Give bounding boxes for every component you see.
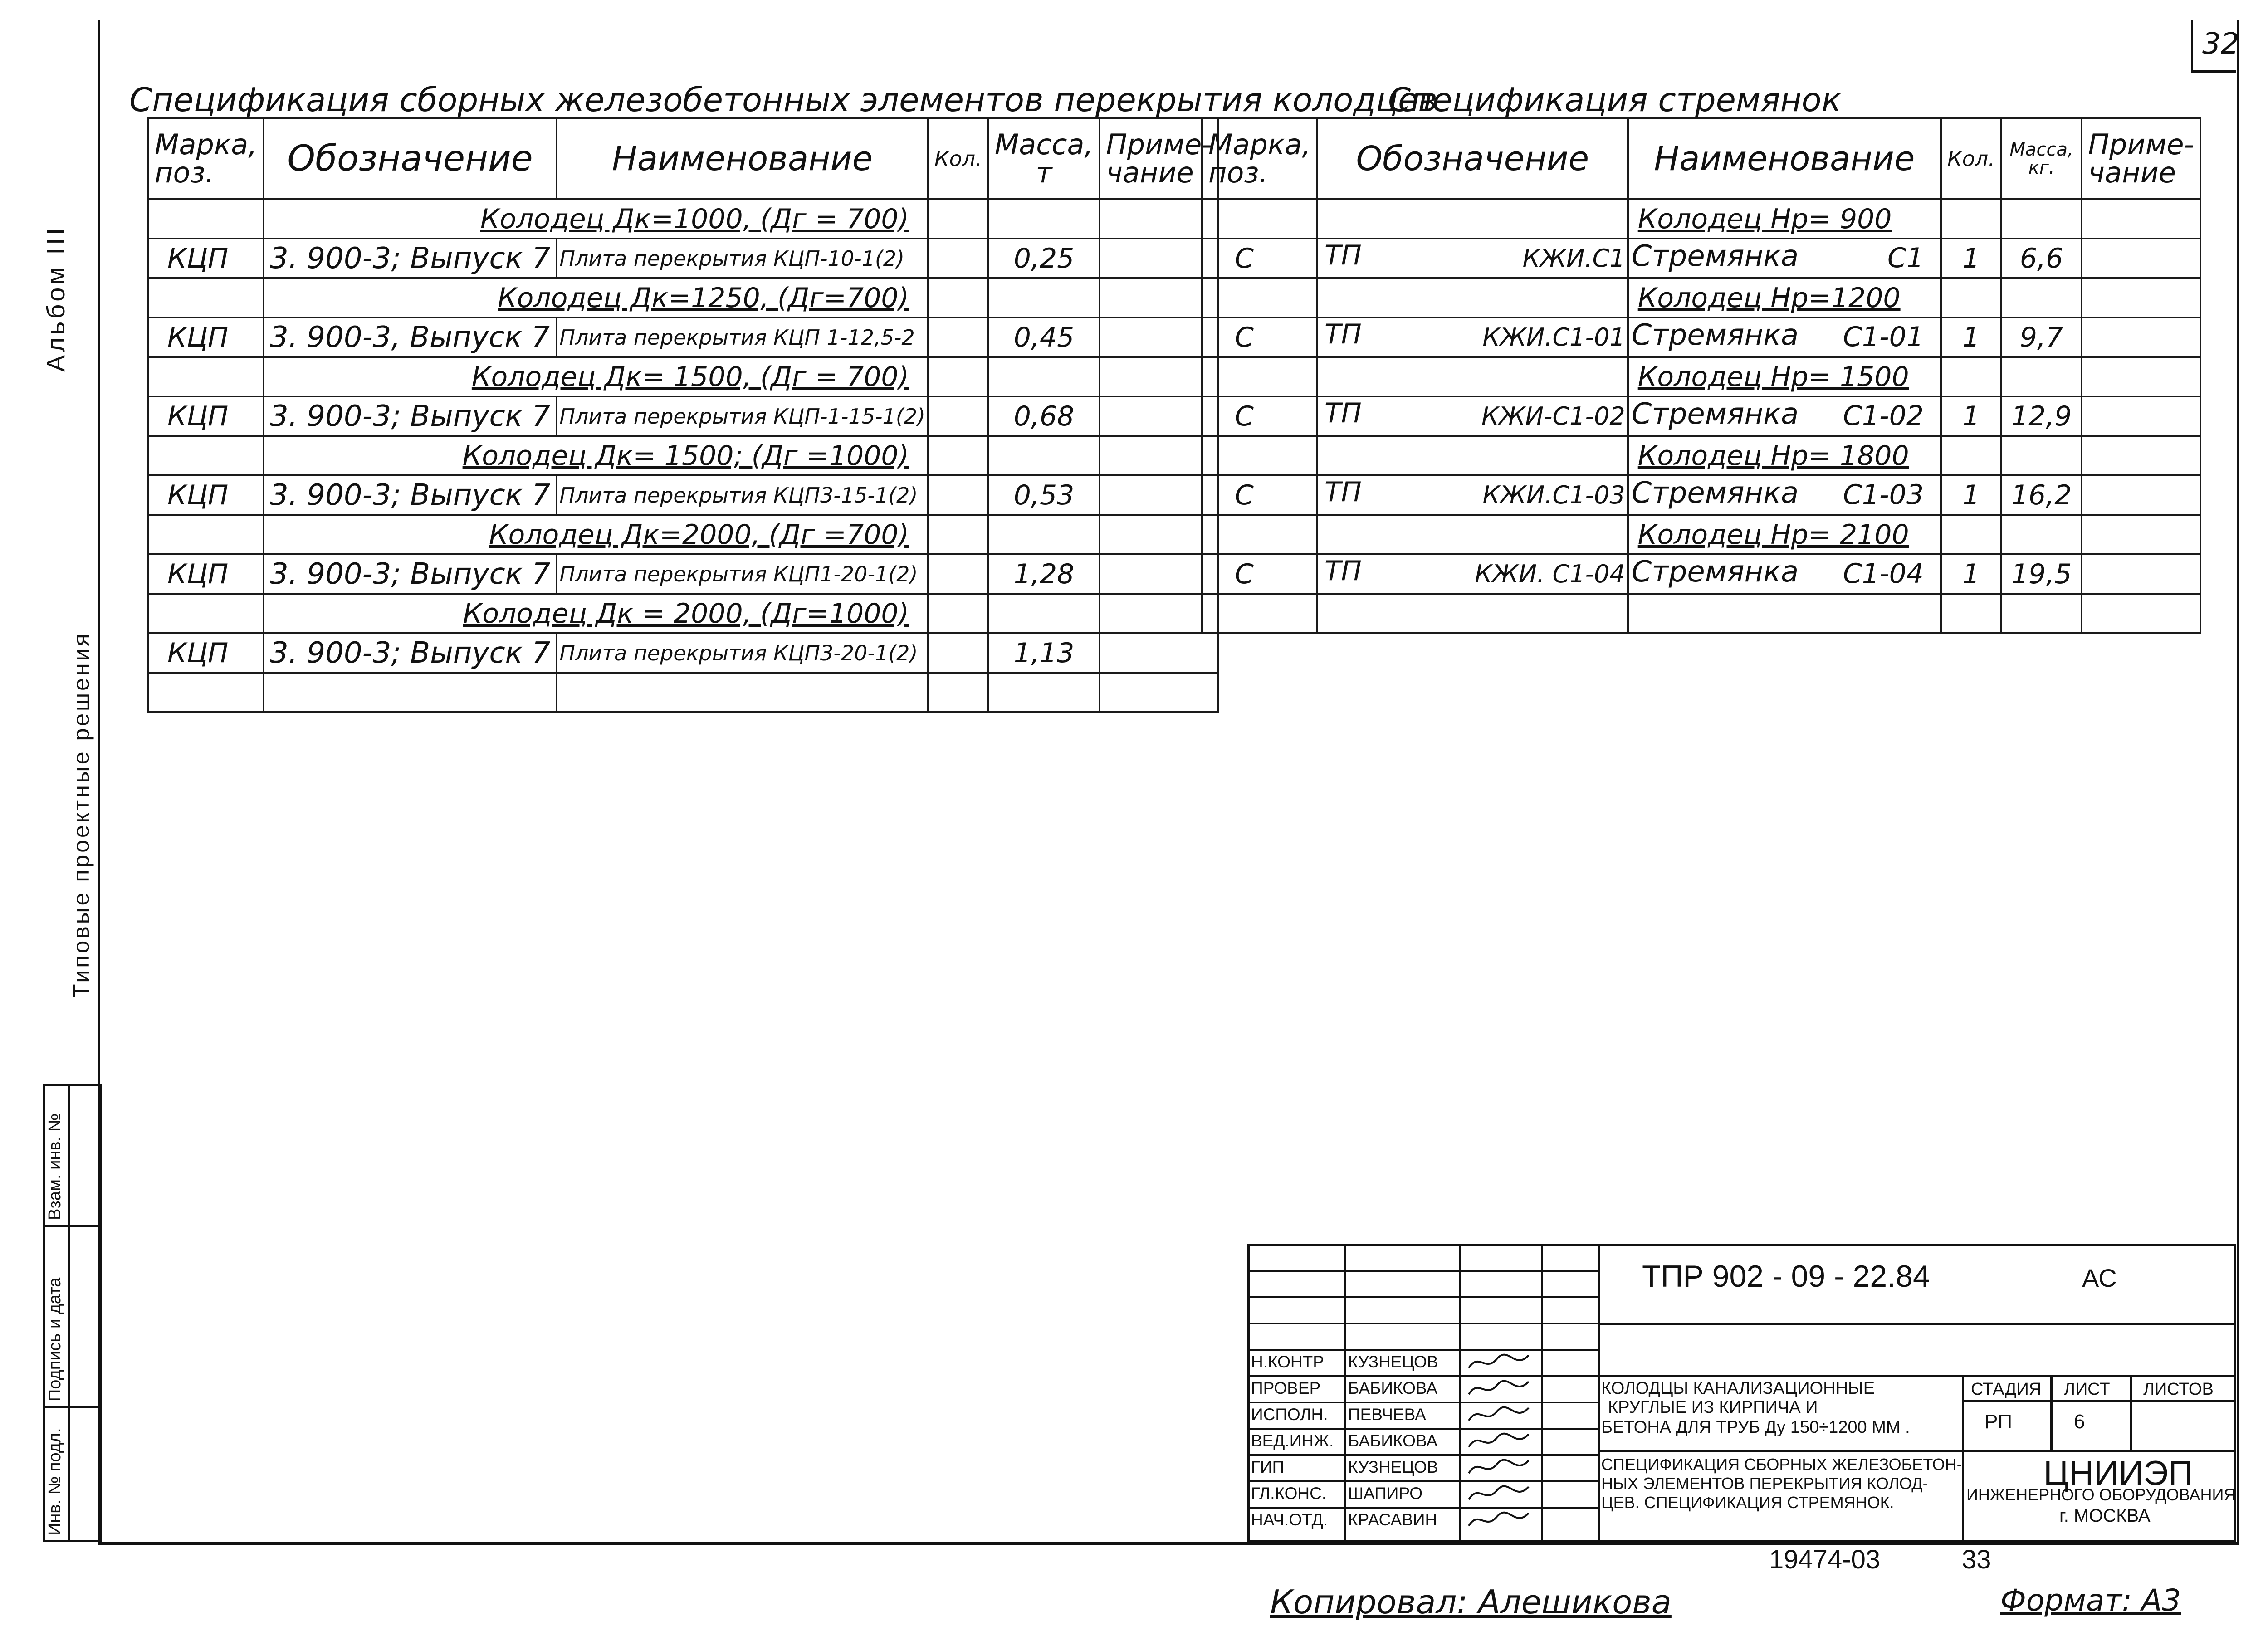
table-header-row <box>148 118 1218 199</box>
mark-cell: КЦП <box>148 396 264 436</box>
signature-scribble <box>1465 1508 1533 1534</box>
cell <box>1100 594 1218 633</box>
tb-person: БАБИКОВА <box>1348 1431 1438 1450</box>
tb-line <box>1598 1244 1600 1542</box>
tb-line <box>1247 1323 1599 1324</box>
object-line-2: КРУГЛЫЕ ИЗ КИРПИЧА И <box>1608 1398 1818 1417</box>
section-spacer <box>148 199 264 239</box>
sign-date-label: Подпись и дата <box>45 1277 64 1402</box>
tb-person: ПЕВЧЕВА <box>1348 1405 1426 1424</box>
cell <box>1202 436 1317 475</box>
signature-icon <box>1465 1508 1533 1532</box>
tb-line <box>2130 1375 2132 1450</box>
tb-line <box>1247 1507 1599 1509</box>
table-row <box>1202 317 2200 357</box>
left-spec-table <box>147 117 1219 713</box>
header-mark: Марка, поз. <box>148 118 264 199</box>
header-qty: Кол. <box>1941 118 2001 199</box>
note-cell <box>1100 317 1218 357</box>
designation-prefix: ТП <box>1325 318 1362 350</box>
cell <box>988 357 1100 396</box>
org-subtitle: ИНЖЕНЕРНОГО ОБОРУДОВАНИЯ <box>1966 1485 2236 1504</box>
qty-cell <box>928 673 988 712</box>
table-row <box>148 554 1218 594</box>
archive-number: 19474-03 <box>1769 1545 1881 1574</box>
qty-cell: 1 <box>1941 239 2001 278</box>
item-code: С1 <box>1887 242 1924 274</box>
tb-line <box>1247 1375 1599 1377</box>
mass-cell <box>988 673 1100 712</box>
name-cell <box>557 673 928 712</box>
right-table-title: Спецификация стремянок <box>1388 81 1842 119</box>
mark-cell: КЦП <box>148 317 264 357</box>
name-cell: Плита перекрытия КЦП-10-1(2) <box>557 239 928 278</box>
cell <box>1100 357 1218 396</box>
table-row <box>148 475 1218 515</box>
designation-prefix: ТП <box>1325 397 1362 429</box>
project-suffix: АС <box>2082 1264 2117 1292</box>
section-title: Колодец Нр= 2100 <box>1628 515 1941 554</box>
cell <box>2001 357 2082 396</box>
header-note: Приме- чание <box>2082 118 2200 199</box>
signature-icon <box>1465 1376 1533 1401</box>
item-code: С1-03 <box>1843 479 1924 511</box>
signature-icon <box>1465 1429 1533 1453</box>
cell <box>1941 515 2001 554</box>
name-cell <box>1628 554 1941 594</box>
cell <box>1317 199 1628 239</box>
signature-icon <box>1465 1350 1533 1374</box>
tb-person: КРАСАВИН <box>1348 1510 1437 1529</box>
cell <box>2001 436 2082 475</box>
header-note: Приме- чание <box>1100 118 1218 199</box>
note-cell <box>1100 554 1218 594</box>
cell <box>2001 199 2082 239</box>
signature-icon <box>1465 1402 1533 1427</box>
cell <box>1941 278 2001 317</box>
series-label: Типовые проектные решения <box>68 631 94 998</box>
copied-by: Копировал: Алешикова <box>1270 1583 1672 1621</box>
table-row <box>148 633 1218 673</box>
tb-role: ВЕД.ИНЖ. <box>1251 1431 1334 1450</box>
cell <box>928 278 988 317</box>
tb-person: ШАПИРО <box>1348 1484 1423 1503</box>
cell <box>1202 515 1317 554</box>
tb-line <box>1598 1375 2236 1377</box>
cell <box>988 278 1100 317</box>
mass-cell: 9,7 <box>2001 317 2082 357</box>
name-cell: Плита перекрытия КЦП1-20-1(2) <box>557 554 928 594</box>
designation-cell: 3. 900-3, Выпуск 7 <box>264 317 557 357</box>
sheets-label: ЛИСТОВ <box>2143 1380 2214 1399</box>
mass-cell: 0,45 <box>988 317 1100 357</box>
cell <box>928 436 988 475</box>
mark-cell <box>148 673 264 712</box>
section-title: Колодец Дк= 1500; (Дг =1000) <box>264 436 928 475</box>
signature-scribble <box>1465 1429 1533 1455</box>
object-line-1: КОЛОДЦЫ КАНАЛИЗАЦИОННЫЕ <box>1601 1379 1875 1398</box>
item-name: Стремянка <box>1631 397 1799 431</box>
sheet-label: ЛИСТ <box>2064 1380 2110 1399</box>
tb-role: НАЧ.ОТД. <box>1251 1510 1328 1529</box>
section-spacer <box>148 357 264 396</box>
note-cell <box>2082 239 2200 278</box>
inv-vzam-label: Взам. инв. № <box>45 1113 64 1220</box>
signature-icon <box>1465 1455 1533 1480</box>
mass-cell: 1,13 <box>988 633 1100 673</box>
cell <box>1100 515 1218 554</box>
signature-scribble <box>1465 1402 1533 1429</box>
designation-cell <box>1317 317 1628 357</box>
section-row <box>148 594 1218 633</box>
note-cell <box>1100 475 1218 515</box>
name-cell: Плита перекрытия КЦП-1-15-1(2) <box>557 396 928 436</box>
designation-cell: 3. 900-3; Выпуск 7 <box>264 396 557 436</box>
cell <box>2001 515 2082 554</box>
cell <box>2082 515 2200 554</box>
section-title: Колодец Дк=1250, (Дг=700) <box>264 278 928 317</box>
section-title: Колодец Дк=2000, (Дг =700) <box>264 515 928 554</box>
section-spacer <box>148 515 264 554</box>
note-cell <box>2082 554 2200 594</box>
designation-code: КЖИ.С1-03 <box>1482 481 1625 509</box>
designation-cell <box>1317 239 1628 278</box>
section-row <box>1202 357 2200 396</box>
header-mass: Масса, т <box>988 118 1100 199</box>
cell <box>1100 278 1218 317</box>
item-name: Стремянка <box>1631 476 1799 510</box>
album-label: Альбом III <box>41 225 70 372</box>
mass-cell <box>2001 594 2082 633</box>
section-title: Колодец Нр= 1500 <box>1628 357 1941 396</box>
mass-cell: 19,5 <box>2001 554 2082 594</box>
cell <box>1202 357 1317 396</box>
tb-person: КУЗНЕЦОВ <box>1348 1353 1438 1371</box>
cell <box>1202 278 1317 317</box>
left-table-title: Спецификация сборных железобетонных элементов перекрытия колодцев <box>129 81 1437 119</box>
note-cell <box>1100 633 1218 673</box>
cell <box>2082 199 2200 239</box>
cell <box>2082 357 2200 396</box>
cell <box>1100 436 1218 475</box>
item-name: Стремянка <box>1631 318 1799 352</box>
table-row <box>148 239 1218 278</box>
cell <box>2001 278 2082 317</box>
item-code: С1-04 <box>1843 558 1924 590</box>
section-title: Колодец Нр= 900 <box>1628 199 1941 239</box>
designation-prefix: ТП <box>1325 239 1362 271</box>
name-cell <box>1628 475 1941 515</box>
tb-role: Н.КОНТР <box>1251 1353 1324 1371</box>
mass-cell: 0,53 <box>988 475 1100 515</box>
qty-cell <box>928 475 988 515</box>
sheet-number: 32 <box>2202 27 2239 61</box>
cell <box>1317 515 1628 554</box>
mass-cell: 0,68 <box>988 396 1100 436</box>
tb-role: ГЛ.КОНС. <box>1251 1484 1327 1503</box>
object-line-3: БЕТОНА ДЛЯ ТРУБ Ду 150÷1200 ММ . <box>1601 1418 1910 1437</box>
designation-cell: 3. 900-3; Выпуск 7 <box>264 475 557 515</box>
name-cell: Плита перекрытия КЦП 1-12,5-2 <box>557 317 928 357</box>
name-cell: Плита перекрытия КЦП3-20-1(2) <box>557 633 928 673</box>
sheet-title-1: СПЕЦИФИКАЦИЯ СБОРНЫХ ЖЕЛЕЗОБЕТОН- <box>1601 1455 1962 1474</box>
tb-line <box>1598 1323 2236 1325</box>
cell <box>1941 199 2001 239</box>
section-row <box>1202 515 2200 554</box>
section-title: Колодец Дк=1000, (Дг = 700) <box>264 199 928 239</box>
designation-code: КЖИ-С1-02 <box>1481 402 1625 430</box>
header-name: Наименование <box>1628 118 1941 199</box>
table-row <box>1202 554 2200 594</box>
qty-cell: 1 <box>1941 396 2001 436</box>
cell <box>928 199 988 239</box>
header-designation: Обозначение <box>1317 118 1628 199</box>
section-row <box>148 278 1218 317</box>
cell <box>1317 436 1628 475</box>
designation-cell <box>1317 594 1628 633</box>
signature-scribble <box>1465 1376 1533 1402</box>
designation-cell <box>1317 396 1628 436</box>
cell <box>1202 199 1317 239</box>
sheet-value: 6 <box>2074 1411 2085 1433</box>
right-spec-table <box>1201 117 2201 634</box>
tb-line <box>1459 1244 1461 1542</box>
cell <box>1941 357 2001 396</box>
table-row <box>1202 239 2200 278</box>
sheet-title-3: ЦЕВ. СПЕЦИФИКАЦИЯ СТРЕМЯНОК. <box>1601 1493 1894 1512</box>
cell <box>928 357 988 396</box>
tb-person: БАБИКОВА <box>1348 1379 1438 1397</box>
cell <box>928 515 988 554</box>
stage-label: СТАДИЯ <box>1971 1380 2042 1399</box>
item-name: Стремянка <box>1631 555 1799 589</box>
mark-cell: С <box>1202 554 1317 594</box>
note-cell <box>2082 396 2200 436</box>
table-row <box>1202 594 2200 633</box>
designation-cell <box>264 673 557 712</box>
section-row <box>1202 199 2200 239</box>
qty-cell: 1 <box>1941 317 2001 357</box>
archive-page: 33 <box>1962 1545 1991 1574</box>
tb-role: ИСПОЛН. <box>1251 1405 1328 1424</box>
tb-role: ПРОВЕР <box>1251 1379 1321 1397</box>
designation-cell: 3. 900-3; Выпуск 7 <box>264 239 557 278</box>
tb-line <box>1962 1400 2236 1402</box>
signature-icon <box>1465 1481 1533 1506</box>
cell <box>1317 278 1628 317</box>
inv-podl-label: Инв. № подл. <box>45 1428 64 1535</box>
cell <box>928 594 988 633</box>
designation-cell: 3. 900-3; Выпуск 7 <box>264 554 557 594</box>
qty-cell <box>928 239 988 278</box>
name-cell <box>1628 396 1941 436</box>
mark-cell: С <box>1202 317 1317 357</box>
format-label: Формат: А3 <box>2000 1583 2181 1618</box>
section-spacer <box>148 278 264 317</box>
qty-cell <box>928 633 988 673</box>
designation-cell <box>1317 475 1628 515</box>
tb-line <box>1247 1428 1599 1430</box>
qty-cell: 1 <box>1941 554 2001 594</box>
section-spacer <box>148 594 264 633</box>
table-row <box>148 317 1218 357</box>
designation-code: КЖИ.С1-01 <box>1482 323 1625 352</box>
header-mark: Марка, поз. <box>1202 118 1317 199</box>
header-name: Наименование <box>557 118 928 199</box>
cell <box>2082 436 2200 475</box>
org-city: г. МОСКВА <box>2059 1506 2151 1526</box>
name-cell: Плита перекрытия КЦП3-15-1(2) <box>557 475 928 515</box>
signature-scribble <box>1465 1350 1533 1376</box>
cell <box>1100 199 1218 239</box>
section-row <box>148 515 1218 554</box>
tb-line <box>1247 1454 1599 1456</box>
tb-line <box>1247 1296 1599 1298</box>
note-cell <box>1100 239 1218 278</box>
cell <box>988 199 1100 239</box>
designation-code: КЖИ. С1-04 <box>1475 560 1625 588</box>
section-row <box>148 357 1218 396</box>
designation-prefix: ТП <box>1325 555 1362 587</box>
section-title: Колодец Дк= 1500, (Дг = 700) <box>264 357 928 396</box>
tb-line <box>1247 1270 1599 1272</box>
tb-line <box>1344 1244 1346 1542</box>
designation-prefix: ТП <box>1325 476 1362 508</box>
cell <box>1941 436 2001 475</box>
qty-cell <box>928 317 988 357</box>
header-designation: Обозначение <box>264 118 557 199</box>
mark-cell: С <box>1202 239 1317 278</box>
section-row <box>1202 436 2200 475</box>
signature-scribble <box>1465 1481 1533 1508</box>
note-cell <box>1100 673 1218 712</box>
name-cell <box>1628 594 1941 633</box>
mass-cell: 1,28 <box>988 554 1100 594</box>
org-name: ЦНИИЭП <box>2043 1454 2193 1493</box>
name-cell <box>1628 239 1941 278</box>
note-cell <box>1100 396 1218 436</box>
designation-cell: 3. 900-3; Выпуск 7 <box>264 633 557 673</box>
signature-scribble <box>1465 1455 1533 1481</box>
tb-line <box>1598 1450 2236 1452</box>
qty-cell: 1 <box>1941 475 2001 515</box>
qty-cell <box>928 554 988 594</box>
mass-cell: 16,2 <box>2001 475 2082 515</box>
item-code: С1-02 <box>1843 400 1924 432</box>
qty-cell <box>1941 594 2001 633</box>
designation-code: КЖИ.С1 <box>1522 244 1625 273</box>
mark-cell: КЦП <box>148 239 264 278</box>
header-qty: Кол. <box>928 118 988 199</box>
table-row <box>148 396 1218 436</box>
section-spacer <box>148 436 264 475</box>
item-name: Стремянка <box>1631 239 1799 273</box>
name-cell <box>1628 317 1941 357</box>
table-row <box>1202 475 2200 515</box>
section-title: Колодец Нр= 1800 <box>1628 436 1941 475</box>
mark-cell: КЦП <box>148 554 264 594</box>
item-code: С1-01 <box>1843 321 1924 353</box>
note-cell <box>2082 594 2200 633</box>
stage-value: РП <box>1984 1411 2012 1433</box>
designation-cell <box>1317 554 1628 594</box>
strip-divider <box>43 1406 102 1408</box>
table-row <box>1202 396 2200 436</box>
note-cell <box>2082 317 2200 357</box>
strip-divider <box>68 1084 70 1542</box>
mark-cell: С <box>1202 475 1317 515</box>
note-cell <box>2082 475 2200 515</box>
mark-cell: КЦП <box>148 633 264 673</box>
tb-line <box>1247 1480 1599 1482</box>
table-row <box>148 673 1218 712</box>
tb-role: ГИП <box>1251 1458 1285 1476</box>
section-row <box>148 436 1218 475</box>
tb-line <box>1247 1402 1599 1403</box>
section-title: Колодец Нр=1200 <box>1628 278 1941 317</box>
tb-line <box>2050 1375 2053 1450</box>
mark-cell: КЦП <box>148 475 264 515</box>
cell <box>988 436 1100 475</box>
section-row <box>148 199 1218 239</box>
strip-divider <box>43 1225 102 1227</box>
cell <box>2082 278 2200 317</box>
section-row <box>1202 278 2200 317</box>
tb-line <box>1247 1349 1599 1351</box>
mark-cell: С <box>1202 396 1317 436</box>
mass-cell: 12,9 <box>2001 396 2082 436</box>
cell <box>988 515 1100 554</box>
cell <box>1317 357 1628 396</box>
mass-cell: 6,6 <box>2001 239 2082 278</box>
section-title: Колодец Дк = 2000, (Дг=1000) <box>264 594 928 633</box>
project-code: ТПР 902 - 09 - 22.84 <box>1642 1259 1930 1294</box>
sheet-title-2: НЫХ ЭЛЕМЕНТОВ ПЕРЕКРЫТИЯ КОЛОД- <box>1601 1474 1928 1493</box>
tb-line <box>1541 1244 1543 1542</box>
tb-person: КУЗНЕЦОВ <box>1348 1458 1438 1476</box>
table-header-row <box>1202 118 2200 199</box>
cell <box>988 594 1100 633</box>
header-mass: Масса, кг. <box>2001 118 2082 199</box>
mark-cell <box>1202 594 1317 633</box>
qty-cell <box>928 396 988 436</box>
mass-cell: 0,25 <box>988 239 1100 278</box>
